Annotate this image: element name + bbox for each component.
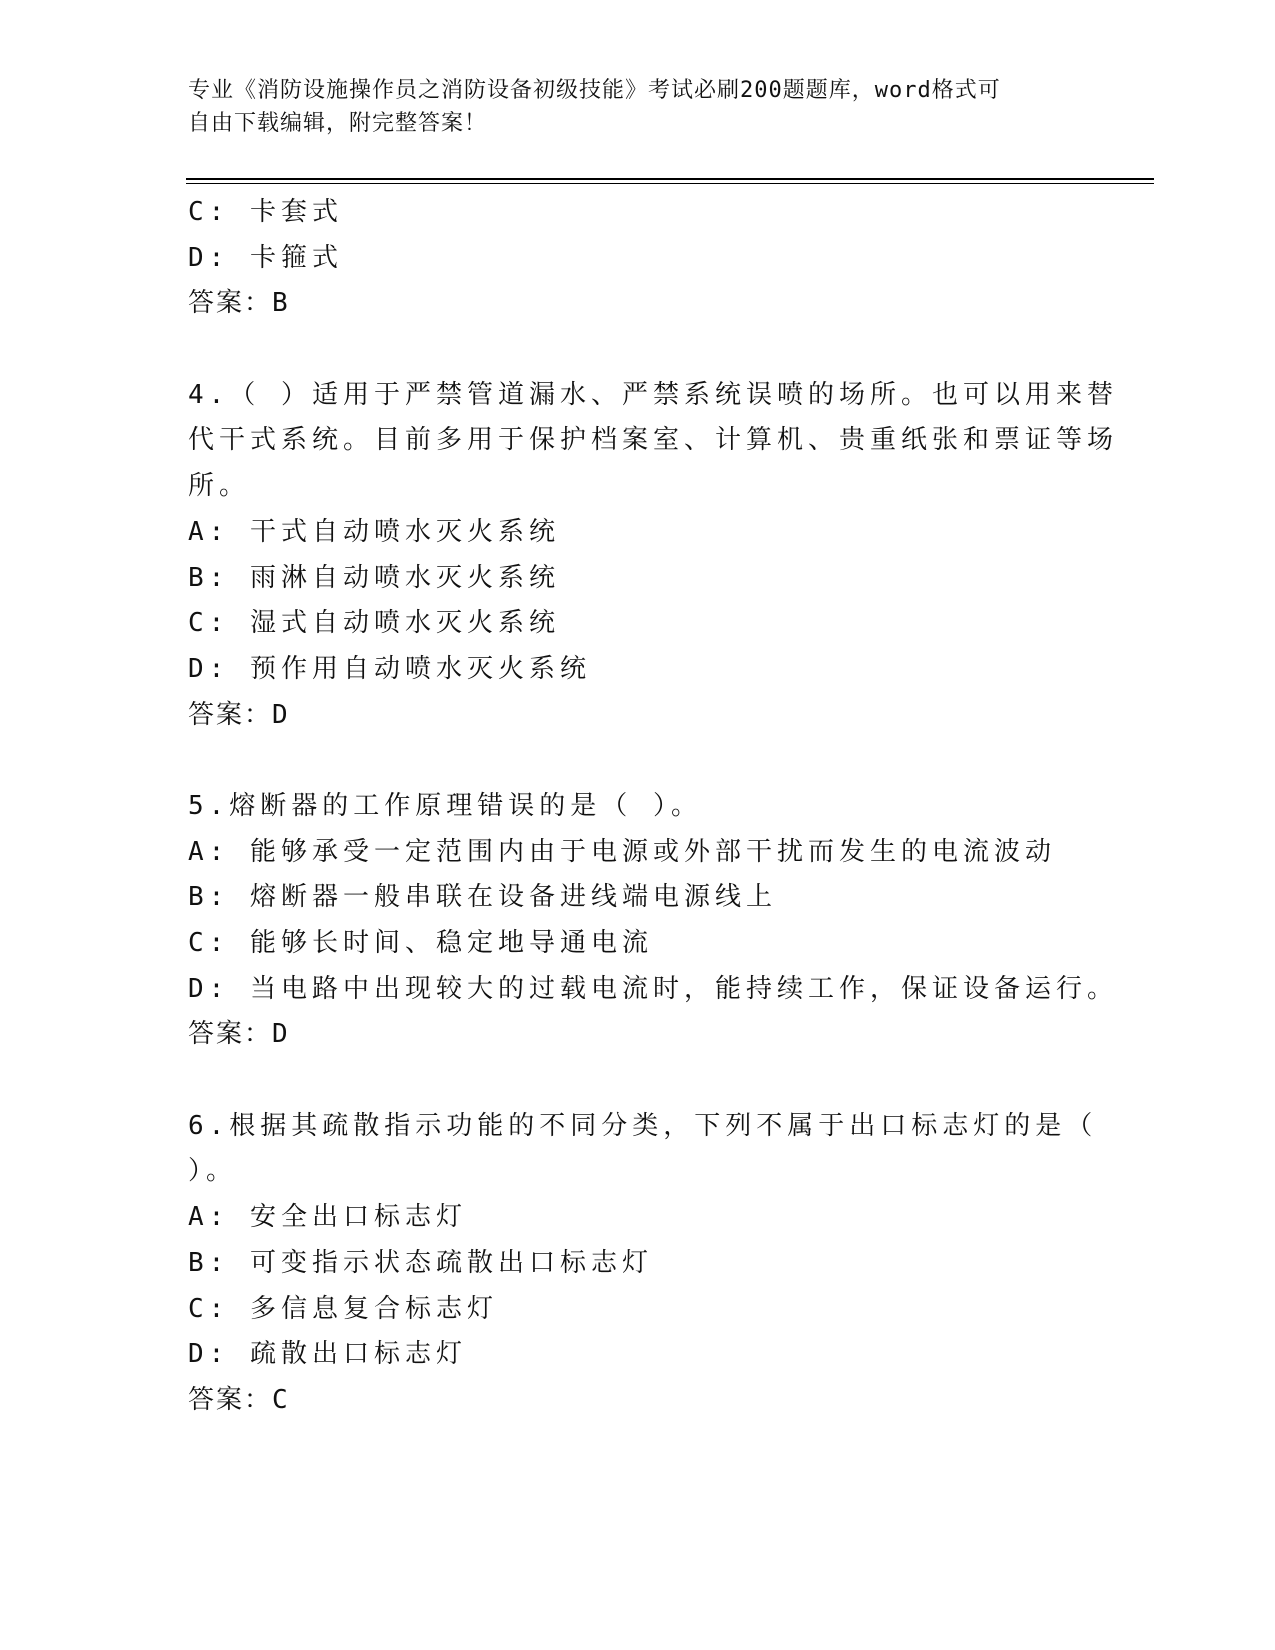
question-6	[188, 1104, 1098, 1424]
header-line-2: 自由下载编辑，附完整答案！	[188, 111, 488, 136]
question-stem: ）。	[188, 1156, 238, 1187]
answer: 答案：D	[188, 699, 290, 730]
question-5	[188, 784, 1118, 1058]
option-a: A: 安全出口标志灯	[188, 1202, 467, 1233]
spacer	[188, 327, 1088, 373]
option-c: C: 湿式自动喷水灭火系统	[188, 608, 560, 639]
document-header	[188, 74, 1068, 140]
option-a: A: 干式自动喷水灭火系统	[188, 516, 560, 547]
header-divider-thick	[186, 178, 1154, 180]
option-c: C: 卡套式	[188, 197, 343, 227]
option-d: D: 疏散出口标志灯	[188, 1339, 467, 1370]
question-4	[188, 373, 1119, 739]
header-line-1: 专业《消防设施操作员之消防设备初级技能》考试必刷200题题库，word格式可	[188, 78, 1001, 103]
option-d: D: 预作用自动喷水灭火系统	[188, 653, 591, 684]
header-divider-thin	[186, 183, 1154, 184]
option-d: D: 当电路中出现较大的过载电流时，能持续工作，保证设备运行。	[188, 973, 1118, 1004]
option-d: D: 卡箍式	[188, 242, 343, 273]
question-stem: 4.（ ）适用于严禁管道漏水、严禁系统误喷的场所。也可以用来替	[188, 379, 1118, 410]
option-b: B: 熔断器一般串联在设备进线端电源线上	[188, 882, 777, 913]
answer: 答案：B	[188, 288, 290, 319]
question-3-tail	[188, 190, 1088, 327]
answer: 答案：D	[188, 1019, 290, 1050]
answer: 答案：C	[188, 1384, 290, 1415]
option-b: B: 可变指示状态疏散出口标志灯	[188, 1247, 653, 1278]
spacer	[188, 1058, 1088, 1104]
question-stem: 所。	[188, 471, 251, 502]
question-stem: 6.根据其疏散指示功能的不同分类，下列不属于出口标志灯的是（	[188, 1110, 1098, 1141]
option-c: C: 多信息复合标志灯	[188, 1293, 498, 1324]
question-list	[188, 190, 1119, 1424]
question-stem: 代干式系统。目前多用于保护档案室、计算机、贵重纸张和票证等场	[188, 425, 1119, 456]
option-c: C: 能够长时间、稳定地导通电流	[188, 928, 653, 958]
question-stem: 5.熔断器的工作原理错误的是（ ）。	[188, 790, 702, 821]
option-b: B: 雨淋自动喷水灭火系统	[188, 562, 560, 593]
option-a: A: 能够承受一定范围内由于电源或外部干扰而发生的电流波动	[188, 836, 1056, 867]
spacer	[188, 738, 1088, 784]
